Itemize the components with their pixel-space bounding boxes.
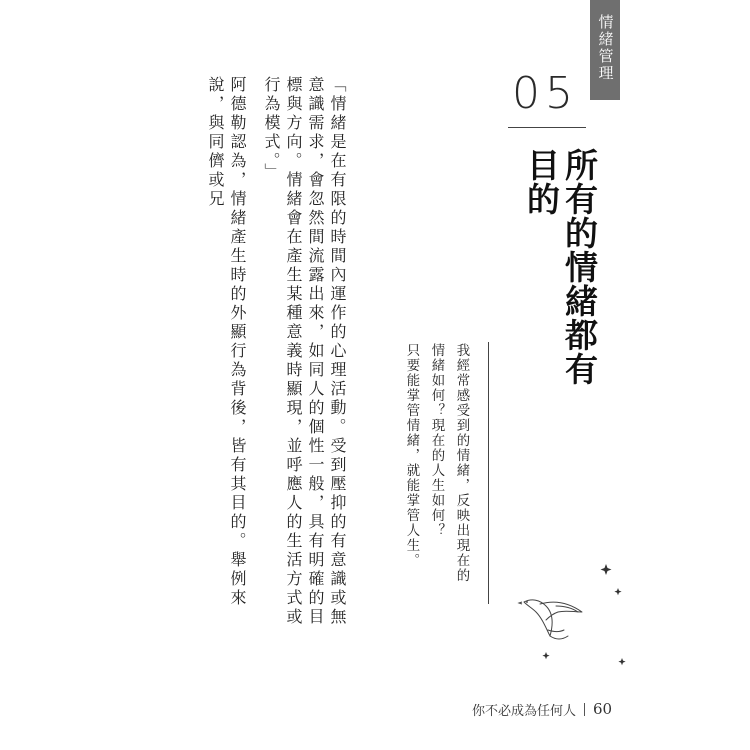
chapter-title: 所有的情緒都有目的: [522, 148, 599, 386]
page-footer: [472, 699, 612, 719]
sparkle-icon: [542, 652, 549, 659]
body-paragraph: 阿德勒認為，情緒產生時的外顯行為背後，皆有其目的。舉例來說，與同儕或兄: [206, 76, 247, 608]
sparkle-icon: [601, 564, 612, 575]
quote-bar: [488, 342, 489, 604]
chapter-number: 05: [512, 68, 578, 119]
section-tab: [590, 0, 620, 100]
body-text: [208, 76, 348, 636]
bird-illustration: [510, 560, 640, 670]
quote-line: 我經常感受到的情緒，反映出現在的: [454, 343, 469, 583]
body-paragraph-quote: 「情緒是在有限的時間內運作的心理活動。受到壓抑的有意識或無意識需求，會忽然間流露出來，如同人的個性一般，具有明確的目標與方向。情緒會在產生某種意義時顯現，並呼應人的生活方式或行為模式。」: [262, 76, 347, 627]
quote-line: 情緒如何？現在的人生如何？: [429, 343, 444, 538]
epigraph-quote: [399, 343, 474, 603]
chapter-rule: [508, 127, 586, 128]
footer-book-title: 你不必成為任何人: [472, 703, 577, 719]
section-tab-label: 情緒管理: [596, 14, 615, 82]
footer-separator: [584, 703, 585, 716]
page-number: 60: [593, 700, 613, 718]
sparkle-icon: [614, 588, 621, 595]
sparkle-icon: [618, 658, 625, 665]
quote-line: 只要能掌管情緒，就能掌管人生。: [404, 343, 419, 568]
sparkle-icons: [542, 564, 625, 665]
